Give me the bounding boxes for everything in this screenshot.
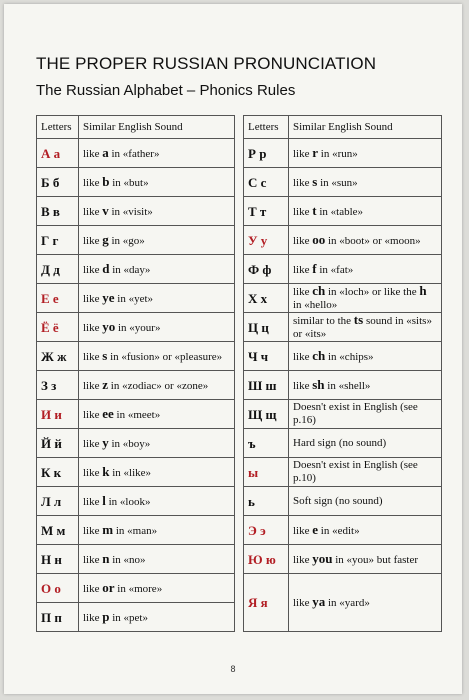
sound-cell: like yo in «your»	[79, 313, 235, 342]
page-number: 8	[230, 664, 236, 674]
sound-cell: like oo in «boot» or «moon»	[289, 226, 442, 255]
sound-cell: like you in «you» but faster	[289, 545, 442, 574]
table-row	[37, 371, 442, 400]
table-row	[37, 313, 442, 342]
letter-cell: Ф ф	[244, 255, 289, 284]
letter-cell: Г г	[37, 226, 79, 255]
table-row	[37, 574, 442, 603]
sound-cell: like ch in «chips»	[289, 342, 442, 371]
column-gap	[235, 255, 244, 284]
page-title: THE PROPER RUSSIAN PRONUNCIATION	[36, 54, 377, 73]
column-gap	[235, 458, 244, 487]
sound-cell: like d in «day»	[79, 255, 235, 284]
column-gap	[235, 574, 244, 603]
sound-cell: like l in «look»	[79, 487, 235, 516]
sound-cell: like b in «but»	[79, 168, 235, 197]
letter-cell: И и	[37, 400, 79, 429]
sound-cell: like ya in «yard»	[289, 574, 442, 632]
column-gap	[235, 429, 244, 458]
sound-cell: like k in «like»	[79, 458, 235, 487]
sound-cell: Soft sign (no sound)	[289, 487, 442, 516]
letter-cell: Р р	[244, 139, 289, 168]
sound-cell: like n in «no»	[79, 545, 235, 574]
book-page	[4, 4, 462, 694]
sound-cell: like or in «more»	[79, 574, 235, 603]
column-gap	[235, 400, 244, 429]
letter-cell: Х х	[244, 284, 289, 313]
table-row	[37, 429, 442, 458]
sound-cell: like y in «boy»	[79, 429, 235, 458]
letter-cell: Э э	[244, 516, 289, 545]
sound-cell: similar to the ts sound in «sits» or «its»	[289, 313, 442, 342]
sound-cell: like r in «run»	[289, 139, 442, 168]
sound-cell: Doesn't exist in English (see p.10)	[289, 458, 442, 487]
letter-cell: Ё ё	[37, 313, 79, 342]
letter-cell: Л л	[37, 487, 79, 516]
table-header-row	[37, 116, 442, 139]
letter-cell: Я я	[244, 574, 289, 632]
letter-cell: З з	[37, 371, 79, 400]
letter-cell: Ю ю	[244, 545, 289, 574]
table-row	[37, 516, 442, 545]
letter-cell: Й й	[37, 429, 79, 458]
column-gap	[235, 371, 244, 400]
table-row	[37, 139, 442, 168]
column-gap	[235, 197, 244, 226]
table-row	[37, 284, 442, 313]
sound-cell: like sh in «shell»	[289, 371, 442, 400]
column-gap	[235, 603, 244, 632]
header-sound-left: Similar English Sound	[79, 116, 235, 139]
sound-cell: like m in «man»	[79, 516, 235, 545]
column-gap	[235, 116, 244, 139]
letter-cell: Ж ж	[37, 342, 79, 371]
column-gap	[235, 226, 244, 255]
alphabet-table	[36, 115, 442, 632]
letter-cell: Е е	[37, 284, 79, 313]
sound-cell: like g in «go»	[79, 226, 235, 255]
table-row	[37, 458, 442, 487]
letter-cell: Н н	[37, 545, 79, 574]
table-row	[37, 487, 442, 516]
letter-cell: С с	[244, 168, 289, 197]
table-row	[37, 226, 442, 255]
table-row	[37, 197, 442, 226]
column-gap	[235, 487, 244, 516]
sound-cell: like s in «sun»	[289, 168, 442, 197]
letter-cell: М м	[37, 516, 79, 545]
table-row	[37, 400, 442, 429]
letter-cell: ы	[244, 458, 289, 487]
letter-cell: Д д	[37, 255, 79, 284]
sound-cell: like z in «zodiac» or «zone»	[79, 371, 235, 400]
sound-cell: like p in «pet»	[79, 603, 235, 632]
letter-cell: Щ щ	[244, 400, 289, 429]
letter-cell: Ц ц	[244, 313, 289, 342]
letter-cell: Ч ч	[244, 342, 289, 371]
column-gap	[235, 168, 244, 197]
letter-cell: А а	[37, 139, 79, 168]
header-letters-right: Letters	[244, 116, 289, 139]
table-row	[37, 342, 442, 371]
letter-cell: П п	[37, 603, 79, 632]
letter-cell: Ш ш	[244, 371, 289, 400]
sound-cell: Hard sign (no sound)	[289, 429, 442, 458]
table-row	[37, 545, 442, 574]
letter-cell: Т т	[244, 197, 289, 226]
letter-cell: У у	[244, 226, 289, 255]
sound-cell: like v in «visit»	[79, 197, 235, 226]
letter-cell: Б б	[37, 168, 79, 197]
page-subtitle: The Russian Alphabet – Phonics Rules	[36, 82, 296, 99]
sound-cell: like ee in «meet»	[79, 400, 235, 429]
header-letters-left: Letters	[37, 116, 79, 139]
sound-cell: like t in «table»	[289, 197, 442, 226]
letter-cell: ь	[244, 487, 289, 516]
column-gap	[235, 545, 244, 574]
letter-cell: О о	[37, 574, 79, 603]
alphabet-table-body	[37, 116, 442, 632]
column-gap	[235, 284, 244, 313]
letter-cell: К к	[37, 458, 79, 487]
letter-cell: В в	[37, 197, 79, 226]
sound-cell: like e in «edit»	[289, 516, 442, 545]
column-gap	[235, 516, 244, 545]
sound-cell: Doesn't exist in English (see p.16)	[289, 400, 442, 429]
column-gap	[235, 342, 244, 371]
letter-cell: ъ	[244, 429, 289, 458]
sound-cell: like a in «father»	[79, 139, 235, 168]
header-sound-right: Similar English Sound	[289, 116, 442, 139]
sound-cell: like f in «fat»	[289, 255, 442, 284]
sound-cell: like ch in «loch» or like the h in «hello»	[289, 284, 442, 313]
sound-cell: like ye in «yet»	[79, 284, 235, 313]
column-gap	[235, 139, 244, 168]
column-gap	[235, 313, 244, 342]
table-row	[37, 255, 442, 284]
table-row	[37, 168, 442, 197]
sound-cell: like s in «fusion» or «pleasure»	[79, 342, 235, 371]
